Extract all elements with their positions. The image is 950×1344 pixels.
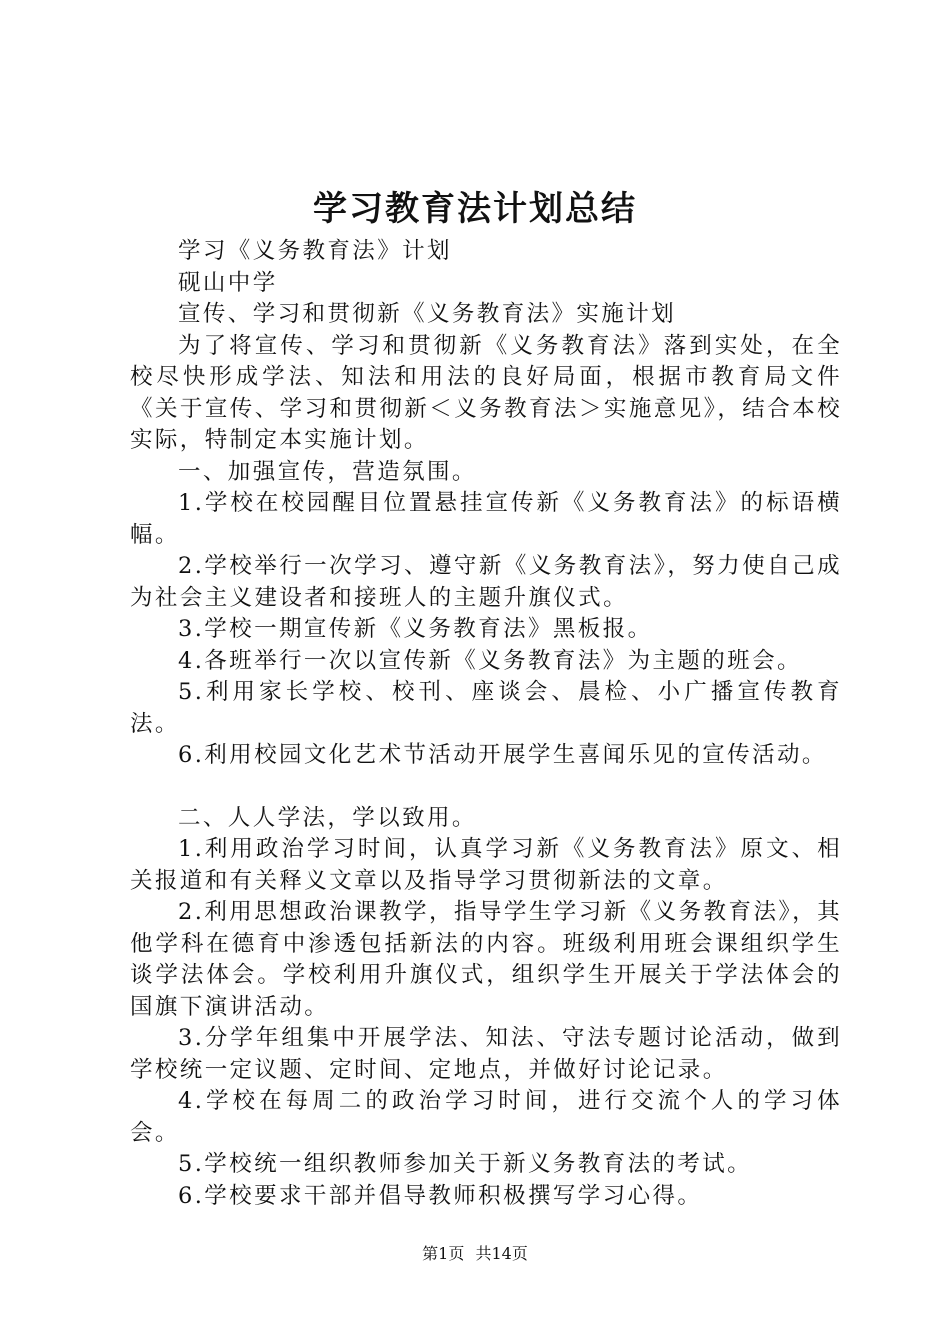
paragraph: 为了将宣传、学习和贯彻新《义务教育法》落到实处，在全校尽快形成学法、知法和用法的良好局面，根据市教育局文件《关于宣传、学习和贯彻新＜义务教育法＞实施意见》，结合本校实际，特制定本实施计划。 (130, 332, 842, 453)
list-item: 1.利用政治学习时间，认真学习新《义务教育法》原文、相关报道和有关释义文章以及指导学习贯彻新法的文章。 (130, 836, 842, 894)
paragraph: 学习《义务教育法》计划 (178, 238, 452, 264)
list-item: 4.学校在每周二的政治学习时间，进行交流个人的学习体会。 (130, 1088, 842, 1146)
list-item: 5.学校统一组织教师参加关于新义务教育法的考试。 (178, 1151, 753, 1177)
page-number: 第1页 (422, 1244, 465, 1263)
list-item: 3.学校一期宣传新《义务教育法》黑板报。 (178, 616, 653, 642)
list-item: 4.各班举行一次以宣传新《义务教育法》为主题的班会。 (178, 647, 802, 674)
blank-line (130, 772, 842, 803)
section-heading: 一、加强宣传，营造氛围。 (178, 458, 477, 485)
document-title: 学习教育法计划总结 (313, 189, 637, 229)
list-item: 3.分学年组集中开展学法、知法、守法专题讨论活动，做到学校统一定议题、定时间、定地点，并做好讨论记录。 (130, 1025, 842, 1083)
section-heading: 二、人人学法，学以致用。 (178, 804, 477, 831)
document-body (130, 236, 842, 1212)
list-item: 1.学校在校园醒目位置悬挂宣传新《义务教育法》的标语横幅。 (130, 490, 842, 548)
paragraph: 砚山中学 (178, 269, 278, 296)
list-item: 5.利用家长学校、校刊、座谈会、晨检、小广播宣传教育法。 (130, 679, 842, 737)
list-item: 2.利用思想政治课教学，指导学生学习新《义务教育法》，其他学科在德育中渗透包括新法的内容。班级利用班会课组织学生谈学法体会。学校利用升旗仪式，组织学生开展关于学法体会的国旗下演讲活动。 (130, 899, 842, 1020)
list-item: 2.学校举行一次学习、遵守新《义务教育法》，努力使自己成为社会主义建设者和接班人的主题升旗仪式。 (130, 553, 842, 611)
page-total: 共14页 (475, 1244, 528, 1263)
list-item: 6.学校要求干部并倡导教师积极撰写学习心得。 (178, 1182, 703, 1209)
page-footer (0, 1243, 950, 1265)
list-item: 6.利用校园文化艺术节活动开展学生喜闻乐见的宣传活动。 (178, 742, 827, 768)
paragraph: 宣传、学习和贯彻新《义务教育法》实施计划 (178, 301, 677, 327)
